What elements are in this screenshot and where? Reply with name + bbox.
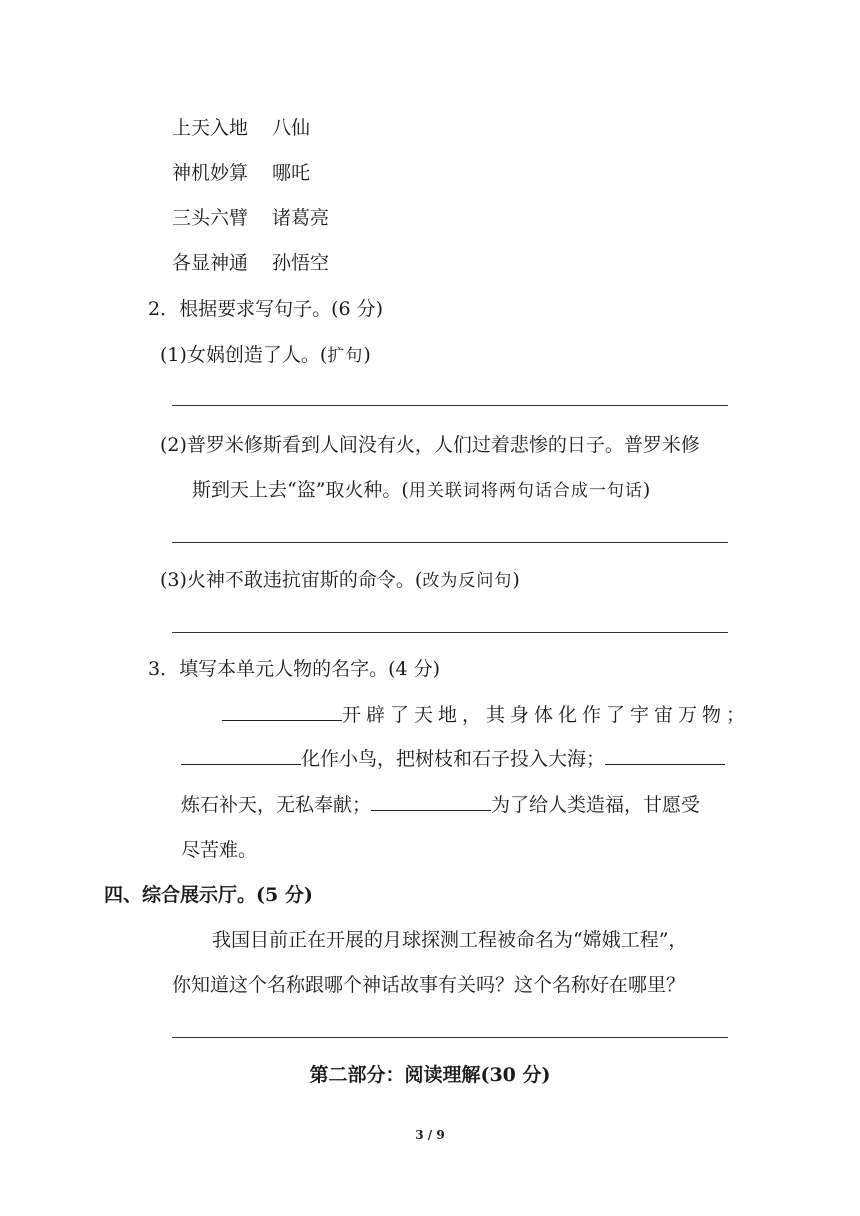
q2-s3 — [160, 567, 520, 594]
q2-s3-close: ) — [512, 569, 520, 591]
q2-title: 2．根据要求写句子。(6 分) — [148, 298, 384, 320]
match-left-4: 各显神通 — [172, 252, 249, 274]
q3-line1 — [222, 702, 750, 728]
q3-title: 3．填写本单元人物的名字。(4 分) — [148, 658, 441, 680]
q2-s2-line2 — [192, 477, 650, 504]
q3-line3-before: 炼石补天，无私奉献； — [181, 794, 372, 816]
match-row-1 — [172, 115, 310, 141]
q2-s2-line1: (2)普罗米修斯看到人间没有火，人们过着悲惨的日子。普罗米修 — [160, 434, 700, 456]
section4-p2: 你知道这个名称跟哪个神话故事有关吗？这个名称好在哪里？ — [172, 974, 686, 996]
q2-s3-answer-line[interactable] — [172, 632, 728, 633]
q3-line1-text: 开辟了天地，其身体化作了宇宙万物； — [342, 704, 751, 726]
q3-blank-1[interactable] — [222, 702, 342, 721]
match-right-1: 八仙 — [272, 117, 311, 139]
q2-s3-text: (3)火神不敢违抗宙斯的命令。( — [160, 569, 423, 591]
q3-line3-after: 为了给人类造福，甘愿受 — [491, 794, 701, 816]
q2-s1 — [160, 342, 371, 369]
q2-s1-hint: 扩句 — [327, 346, 364, 366]
q3-blank-4[interactable] — [371, 792, 491, 811]
section4-title: 四、综合展示厅。(5 分) — [104, 884, 313, 906]
match-right-3: 诸葛亮 — [272, 207, 330, 229]
q2-s1-text: (1)女娲创造了人。( — [160, 344, 328, 366]
q3-line3 — [181, 792, 700, 818]
q3-blank-2[interactable] — [181, 746, 301, 765]
match-left-3: 三头六臂 — [172, 207, 249, 229]
match-left-1: 上天入地 — [172, 117, 249, 139]
q2-s2-close: ) — [642, 479, 651, 501]
section4-answer-line[interactable] — [172, 1037, 728, 1038]
match-row-4 — [172, 250, 329, 276]
match-row-3 — [172, 205, 329, 231]
q2-s2-hint: 用关联词将两句话合成一句话 — [408, 481, 643, 501]
q3-line2-text: 化作小鸟，把树枝和石子投入大海； — [301, 748, 606, 770]
q2-s2-answer-line[interactable] — [172, 542, 728, 543]
match-left-2: 神机妙算 — [172, 162, 249, 184]
match-right-2: 哪吒 — [272, 162, 311, 184]
q2-s1-answer-line[interactable] — [172, 405, 728, 406]
q3-line2 — [181, 746, 725, 772]
match-right-4: 孙悟空 — [272, 252, 330, 274]
part2-heading: 第二部分：阅读理解(30 分) — [309, 1064, 551, 1086]
match-row-2 — [172, 160, 310, 186]
page-number: 3 / 9 — [415, 1128, 445, 1142]
q3-line4: 尽苦难。 — [181, 839, 258, 861]
q2-s2-text: 斯到天上去“盗”取火种。( — [192, 479, 409, 501]
q2-s3-hint: 改为反问句 — [422, 571, 513, 591]
q2-s1-close: ) — [363, 344, 371, 366]
section4-p1: 我国目前正在开展的月球探测工程被命名为“嫦娥工程”， — [212, 929, 688, 951]
q3-blank-3[interactable] — [605, 746, 725, 765]
